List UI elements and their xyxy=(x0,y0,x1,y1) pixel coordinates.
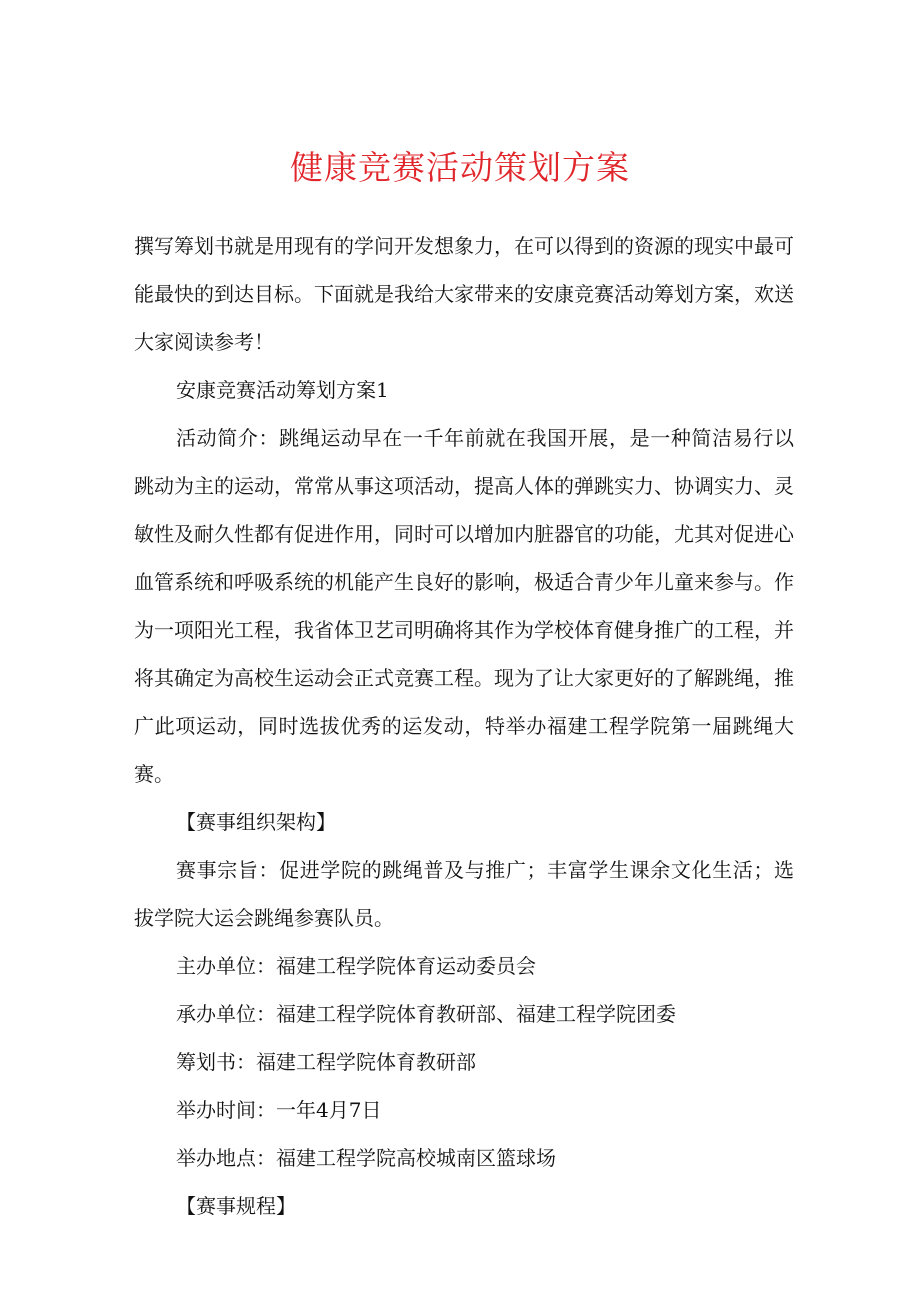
org-structure-heading: 【赛事组织架构】 xyxy=(176,810,336,834)
section-title: 安康竞赛活动筹划方案1 xyxy=(176,378,389,402)
document-body xyxy=(134,222,794,1230)
time-line: 举办时间：一年4月7日 xyxy=(176,1098,382,1122)
rules-heading: 【赛事规程】 xyxy=(176,1194,296,1218)
document-title: 健康竞赛活动策划方案 xyxy=(290,148,630,187)
intro-paragraph: 撰写筹划书就是用现有的学问开发想象力，在可以得到的资源的现实中最可能最快的到达目标。下面就是我给大家带来的安康竞赛活动筹划方案，欢送大家阅读参考！ xyxy=(134,234,794,354)
purpose-paragraph: 赛事宗旨：促进学院的跳绳普及与推广；丰富学生课余文化生活；选拔学院大运会跳绳参赛队员。 xyxy=(134,858,794,930)
activity-intro-paragraph: 活动简介：跳绳运动早在一千年前就在我国开展，是一种简洁易行以跳动为主的运动，常常从事这项活动，提高人体的弹跳实力、协调实力、灵敏性及耐久性都有促进作用，同时可以增加内脏器官的功能，尤其对促进心血管系统和呼吸系统的机能产生良好的影响，极适合青少年儿童来参与。作为一项阳光工程，我省体卫艺司明确将其作为学校体育健身推广的工程，并将其确定为高校生运动会正式竞赛工程。现为了让大家更好的了解跳绳，推广此项运动，同时选拔优秀的运发动，特举办福建工程学院第一届跳绳大赛。 xyxy=(134,426,794,786)
planner-line: 筹划书：福建工程学院体育教研部 xyxy=(176,1050,476,1074)
organizer-line: 承办单位：福建工程学院体育教研部、福建工程学院团委 xyxy=(176,1002,676,1026)
host-line: 主办单位：福建工程学院体育运动委员会 xyxy=(176,954,536,978)
venue-line: 举办地点：福建工程学院高校城南区篮球场 xyxy=(176,1146,556,1170)
